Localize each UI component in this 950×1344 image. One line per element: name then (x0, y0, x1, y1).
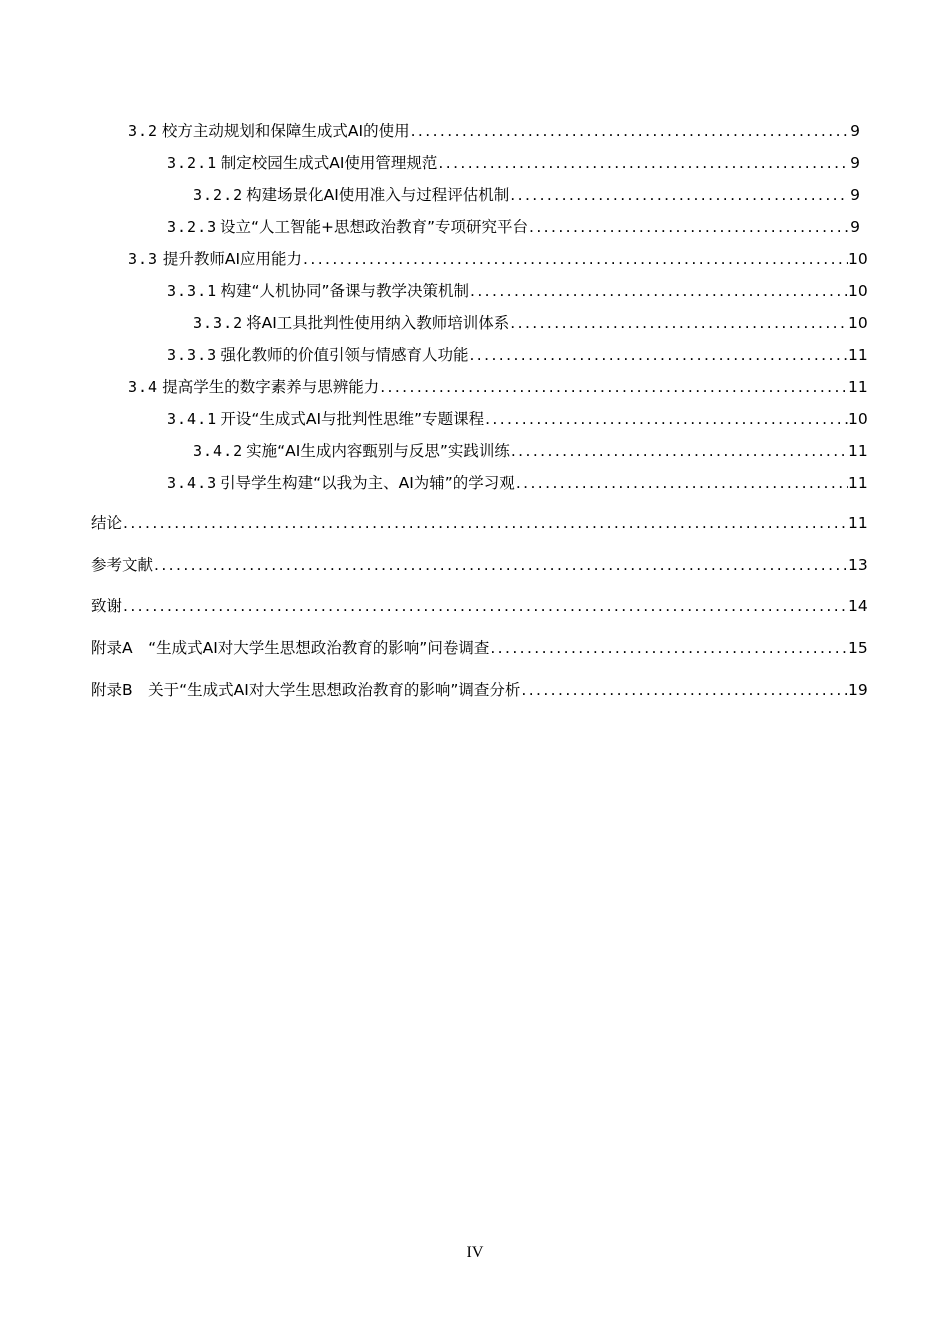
toc-entry-3-3-2 (193, 311, 868, 335)
toc-entry-title: 实施“AI生成内容甄别与反思”实践训练 (246, 442, 510, 460)
toc-entry-page: 10 (848, 282, 868, 300)
toc-entry-number: 3.4 (128, 378, 159, 396)
toc-entry-number: 3.3 (128, 250, 159, 268)
toc-entry-conclusion (91, 511, 868, 535)
toc-entry-number: 3.2.3 (167, 218, 218, 236)
toc-entry-page: 9 (850, 218, 860, 236)
toc-entry-number: 3.4.3 (167, 474, 218, 492)
toc-entry-number: 3.4.2 (193, 442, 244, 460)
toc-leader-dots (410, 119, 848, 143)
toc-entry-number: 3.3.2 (193, 314, 244, 332)
toc-entry-3-4-2 (193, 439, 868, 463)
toc-leader-dots (509, 311, 848, 335)
toc-entry-title: 强化教师的价值引领与情感育人功能 (220, 346, 469, 364)
toc-leader-dots (468, 343, 848, 367)
toc-entry-page: 11 (848, 378, 868, 396)
toc-leader-dots (528, 215, 848, 239)
toc-entry-3-2 (128, 119, 860, 143)
toc-entry-title: 构建场景化AI使用准入与过程评估机制 (246, 186, 510, 204)
toc-entry-references (91, 553, 868, 577)
toc-entry-3-4-3 (167, 471, 868, 495)
toc-leader-dots (520, 678, 848, 702)
toc-leader-dots (153, 553, 848, 577)
toc-entry-title: 制定校园生成式AI使用管理规范 (220, 154, 438, 172)
toc-entry-title: 校方主动规划和保障生成式AI的使用 (161, 122, 410, 140)
toc-entry-3-3 (128, 247, 868, 271)
toc-entry-3-2-1 (167, 151, 860, 175)
toc-leader-dots (302, 247, 848, 271)
toc-entry-number: 3.2.2 (193, 186, 244, 204)
toc-entry-title: 构建“人机协同”备课与教学决策机制 (220, 282, 470, 300)
toc-entry-page: 10 (848, 314, 868, 332)
toc-entry-title: 设立“人工智能+思想政治教育”专项研究平台 (219, 218, 529, 236)
toc-entry-number: 3.3.3 (167, 346, 218, 364)
toc-entry-title: 提高学生的数字素养与思辨能力 (162, 378, 380, 396)
toc-entry-title: 致谢 (91, 597, 123, 615)
toc-entry-page: 9 (850, 154, 860, 172)
toc-entry-3-2-3 (167, 215, 860, 239)
toc-entry-title: 附录B 关于“生成式AI对大学生思想政治教育的影响”调查分析 (91, 681, 521, 699)
toc-entry-number: 3.2.1 (167, 154, 218, 172)
toc-entry-3-4 (128, 375, 868, 399)
toc-entry-page: 15 (848, 639, 868, 657)
toc-leader-dots (437, 151, 848, 175)
toc-entry-title: 将AI工具批判性使用纳入教师培训体系 (246, 314, 510, 332)
toc-entry-appendix-b (91, 678, 868, 702)
toc-entry-3-2-2 (193, 183, 860, 207)
toc-entry-number: 3.4.1 (167, 410, 218, 428)
toc-leader-dots (484, 407, 848, 431)
toc-entry-page: 10 (848, 250, 868, 268)
toc-leader-dots (489, 636, 848, 660)
toc-entry-3-4-1 (167, 407, 868, 431)
toc-entry-title: 结论 (91, 514, 123, 532)
toc-entry-number: 3.2 (128, 122, 159, 140)
toc-entry-page: 19 (848, 681, 868, 699)
toc-entry-title: 参考文献 (91, 556, 154, 574)
toc-leader-dots (122, 511, 848, 535)
toc-entry-page: 11 (848, 442, 868, 460)
toc-entry-appendix-a (91, 636, 868, 660)
toc-entry-title: 提升教师AI应用能力 (162, 250, 303, 268)
toc-entry-page: 11 (848, 514, 868, 532)
toc-entry-page: 13 (848, 556, 868, 574)
toc-entry-3-3-1 (167, 279, 868, 303)
toc-entry-title: 附录A “生成式AI对大学生思想政治教育的影响”问卷调查 (91, 639, 490, 657)
toc-leader-dots (122, 594, 848, 618)
toc-entry-page: 10 (848, 410, 868, 428)
toc-leader-dots (469, 279, 848, 303)
toc-entry-page: 11 (848, 346, 868, 364)
toc-leader-dots (515, 471, 848, 495)
toc-entry-page: 14 (848, 597, 868, 615)
toc-entry-number: 3.3.1 (167, 282, 218, 300)
toc-leader-dots (509, 183, 848, 207)
toc-entry-page: 9 (850, 122, 860, 140)
toc-entry-acknowledgements (91, 594, 868, 618)
toc-leader-dots (510, 439, 848, 463)
toc-entry-title: 引导学生构建“以我为主、AI为辅”的学习观 (220, 474, 515, 492)
toc-entry-3-3-3 (167, 343, 868, 367)
toc-entry-page: 9 (850, 186, 860, 204)
page-number: IV (466, 1244, 484, 1261)
toc-entry-title: 开设“生成式AI与批判性思维”专题课程 (220, 410, 485, 428)
toc-entry-page: 11 (848, 474, 868, 492)
toc-leader-dots (379, 375, 848, 399)
